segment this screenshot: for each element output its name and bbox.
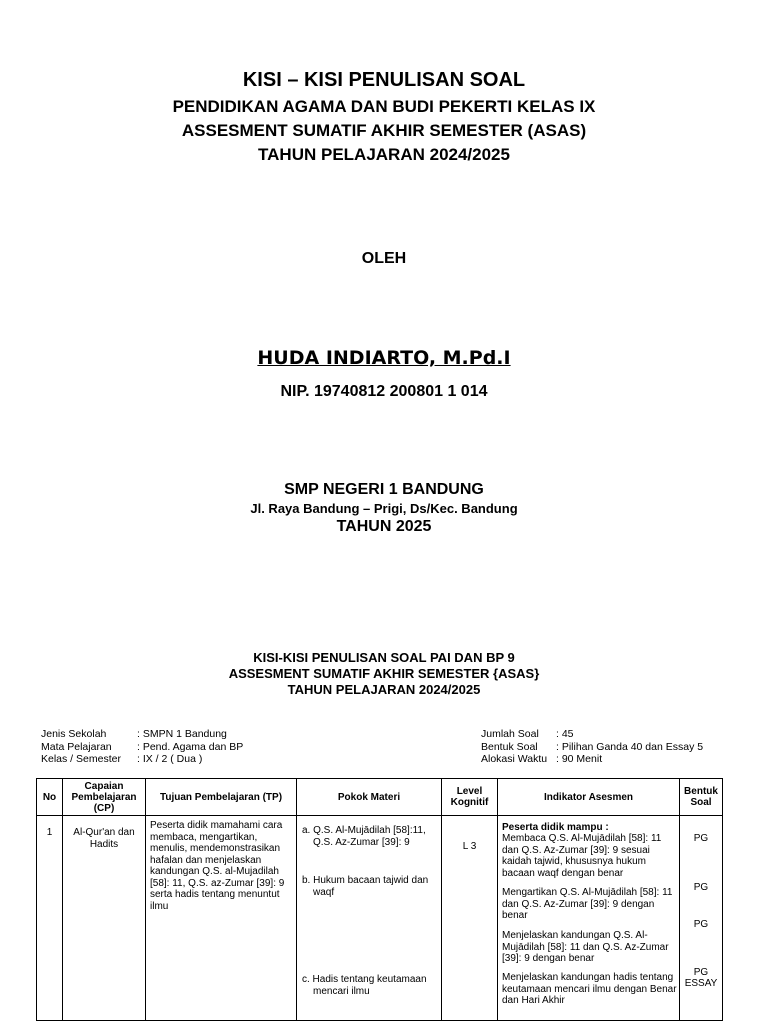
meta-value-question-count: : 45: [556, 728, 574, 740]
cell-bentuk-soal: [680, 816, 723, 1021]
bentuk-1: PG: [693, 833, 709, 844]
cell-pokok-materi: [297, 816, 442, 1021]
tp-text: Peserta didik mamahami cara membaca, mengartikan, menulis, mendemonstrasikan hafalan dan menjelaskan kandungan Q.S. al-Mujadilah [58]: 11, Q.S. az-Zumar [39]: 9 serta hadis tentang menuntut ilmu: [150, 820, 285, 912]
section-subtitle-assessment: ASSESMENT SUMATIF AKHIR SEMESTER {ASAS}: [228, 666, 540, 681]
row-number: 1: [46, 827, 53, 838]
pokok-item-b: b. Hukum bacaan tajwid dan waqf: [302, 875, 429, 898]
meta-label-class: Kelas / Semester: [41, 753, 121, 765]
cp-text: Al-Qur'an dan Hadits: [73, 827, 135, 850]
cell-tp: [146, 816, 297, 1021]
header-level: Level Kognitif: [442, 779, 498, 816]
meta-value-time: : 90 Menit: [556, 753, 603, 765]
table-header-row: [37, 779, 723, 816]
header-pokok-materi: Pokok Materi: [297, 779, 442, 816]
meta-label-question-count: Jumlah Soal: [481, 728, 539, 740]
header-cp: Capaian Pembelajaran (CP): [63, 779, 146, 816]
meta-label-question-type: Bentuk Soal: [481, 740, 538, 753]
kisi-table: [36, 778, 723, 1021]
section-subtitle-year: TAHUN PELAJARAN 2024/2025: [287, 682, 481, 697]
meta-value-school-type: : SMPN 1 Bandung: [137, 728, 227, 740]
cell-no: [37, 816, 63, 1021]
indikator-heading: Peserta didik mampu :: [502, 822, 609, 833]
meta-right-labels: [481, 728, 547, 766]
document-title: KISI – KISI PENULISAN SOAL: [242, 69, 526, 91]
bentuk-5: ESSAY: [684, 978, 718, 989]
meta-label-subject: Mata Pelajaran: [41, 740, 112, 753]
bentuk-3: PG: [693, 919, 709, 930]
indikator-1: Membaca Q.S. Al-Mujādilah [58]: 11 dan Q.S. Az-Zumar [39]: 9 sesuai kaidah tajwid, khususnya hukum bacaan waqf dengan benar: [502, 833, 662, 879]
school-address: Jl. Raya Bandung – Prigi, Ds/Kec. Bandung: [250, 501, 518, 516]
meta-value-class: : IX / 2 ( Dua ): [137, 753, 203, 765]
meta-left-values: [137, 728, 243, 766]
section-title: KISI-KISI PENULISAN SOAL PAI DAN BP 9: [253, 650, 515, 665]
by-label: OLEH: [361, 250, 407, 267]
author-name: HUDA INDIARTO, M.Pd.I: [257, 347, 511, 369]
meta-label-time: Alokasi Waktu: [481, 753, 548, 765]
meta-left-labels: [41, 728, 121, 766]
level-value: L 3: [462, 841, 477, 852]
table-row: [37, 816, 723, 1021]
author-nip: NIP. 19740812 200801 1 014: [280, 383, 488, 400]
cell-indikator: [498, 816, 680, 1021]
school-name: SMP NEGERI 1 BANDUNG: [284, 481, 484, 498]
pokok-item-a-line1: a. Q.S. Al-Mujādilah [58]:11,: [302, 825, 426, 836]
meta-label-school-type: Jenis Sekolah: [41, 728, 107, 740]
document-subtitle-assessment: ASSESMENT SUMATIF AKHIR SEMESTER (ASAS): [181, 121, 587, 140]
pokok-item-c: c. Hadis tentang keutamaan mencari ilmu: [302, 974, 427, 997]
indikator-2: Mengartikan Q.S. Al-Mujādilah [58]: 11 dan Q.S. Az-Zumar [39]: 9 dengan benar: [502, 887, 673, 921]
pokok-item-a-line2: Q.S. Az-Zumar [39]: 9: [313, 836, 410, 848]
cell-level: [442, 816, 498, 1021]
indikator-4: Menjelaskan kandungan hadis tentang keutamaan mencari ilmu dengan Benar dan Hari Akhir: [502, 972, 677, 1006]
header-indikator: Indikator Asesmen: [498, 779, 680, 816]
bentuk-4: PG: [693, 967, 709, 978]
header-no: No: [37, 779, 63, 816]
meta-right-values: [556, 728, 703, 766]
indikator-3: Menjelaskan kandungan Q.S. Al-Mujādilah [58]: 11 dan Q.S. Az-Zumar [39]: 9 dengan benar: [502, 930, 669, 964]
header-bentuk-soal: Bentuk Soal: [680, 779, 723, 816]
meta-value-subject: : Pend. Agama dan BP: [137, 740, 244, 753]
pokok-item-a: [302, 825, 439, 848]
bentuk-2: PG: [693, 882, 709, 893]
cover-year: TAHUN 2025: [336, 518, 432, 535]
header-tp: Tujuan Pembelajaran (TP): [146, 779, 297, 816]
cell-cp: [63, 816, 146, 1021]
document-subtitle-subject: PENDIDIKAN AGAMA DAN BUDI PEKERTI KELAS IX: [172, 97, 596, 116]
document-subtitle-year: TAHUN PELAJARAN 2024/2025: [258, 145, 510, 164]
meta-value-question-type: : Pilihan Ganda 40 dan Essay 5: [556, 740, 704, 753]
